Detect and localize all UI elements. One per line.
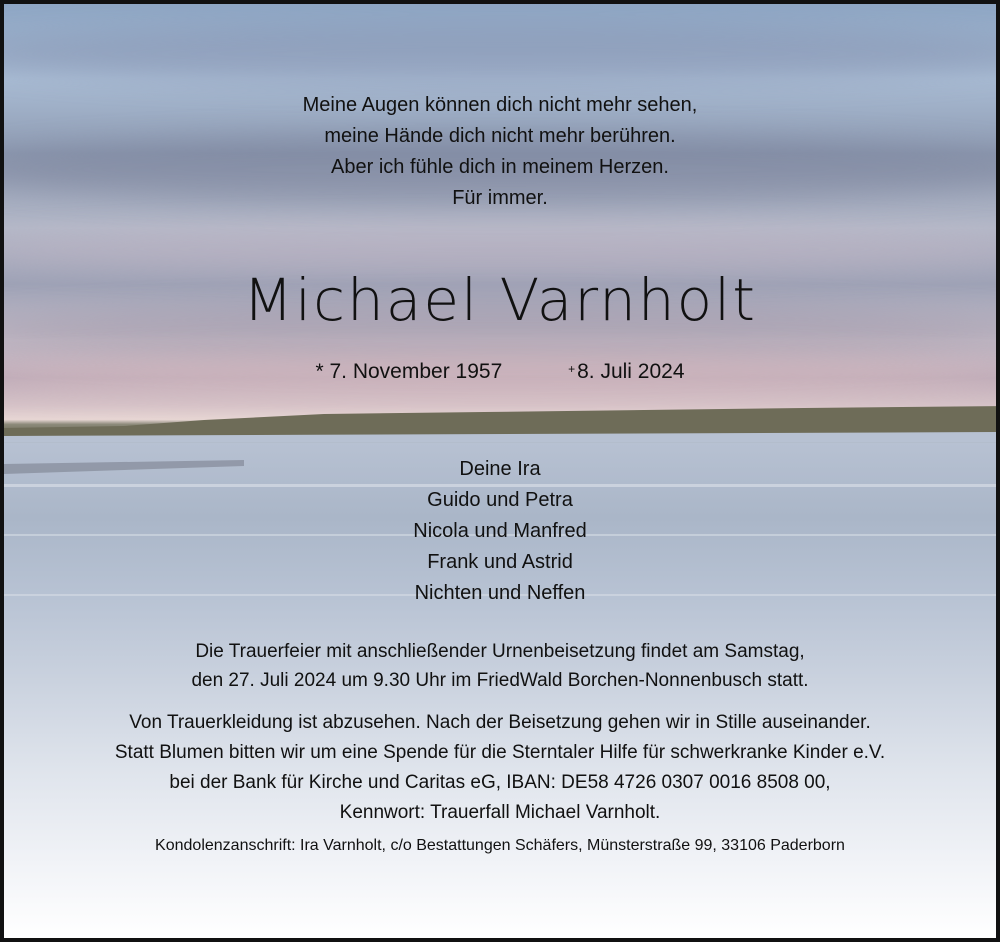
notes-line: Von Trauerkleidung ist abzusehen. Nach der Beisetzung gehen wir in Stille auseinander. xyxy=(129,712,871,733)
poem-line: meine Hände dich nicht mehr berühren. xyxy=(324,125,676,147)
life-dates xyxy=(4,360,996,384)
mourner: Frank und Astrid xyxy=(427,551,573,573)
notes-line: bei der Bank für Kirche und Caritas eG, IBAN: DE58 4726 0307 0016 8508 00, xyxy=(169,772,831,793)
mourner: Nicola und Manfred xyxy=(413,520,587,542)
birth-date: * 7. November 1957 xyxy=(315,360,503,383)
poem-line: Aber ich fühle dich in meinem Herzen. xyxy=(331,156,669,178)
cross-icon: + xyxy=(568,362,576,376)
notes-info xyxy=(4,708,996,828)
poem-line: Für immer. xyxy=(452,187,548,209)
notes-line: Statt Blumen bitten wir um eine Spende für die Sterntaler Hilfe für schwerkranke Kinder e.V. xyxy=(114,742,886,763)
poem xyxy=(4,90,996,214)
notes-line: Kennwort: Trauerfall Michael Varnholt. xyxy=(339,802,661,823)
mourners-list xyxy=(4,454,996,609)
poem-line: Meine Augen können dich nicht mehr sehen, xyxy=(302,94,698,116)
ceremony-line: den 27. Juli 2024 um 9.30 Uhr im FriedWald Borchen-Nonnenbusch statt. xyxy=(191,670,809,691)
death-date: 8. Juli 2024 xyxy=(577,360,685,383)
ceremony-info xyxy=(4,637,996,695)
condolence-address: Kondolenzanschrift: Ira Varnholt, c/o Bestattungen Schäfers, Münsterstraße 99, 33106 Paderborn xyxy=(155,837,845,854)
mourner: Nichten und Neffen xyxy=(414,582,586,604)
cloud-band xyxy=(0,24,1000,84)
mourner: Guido und Petra xyxy=(427,489,573,511)
shoreline-image xyxy=(4,406,1000,442)
mourner: Deine Ira xyxy=(459,458,541,480)
ceremony-line: Die Trauerfeier mit anschließender Urnenbeisetzung findet am Samstag, xyxy=(195,641,805,662)
deceased-name: Michael Varnholt xyxy=(243,266,757,334)
death-date-group xyxy=(568,360,684,384)
